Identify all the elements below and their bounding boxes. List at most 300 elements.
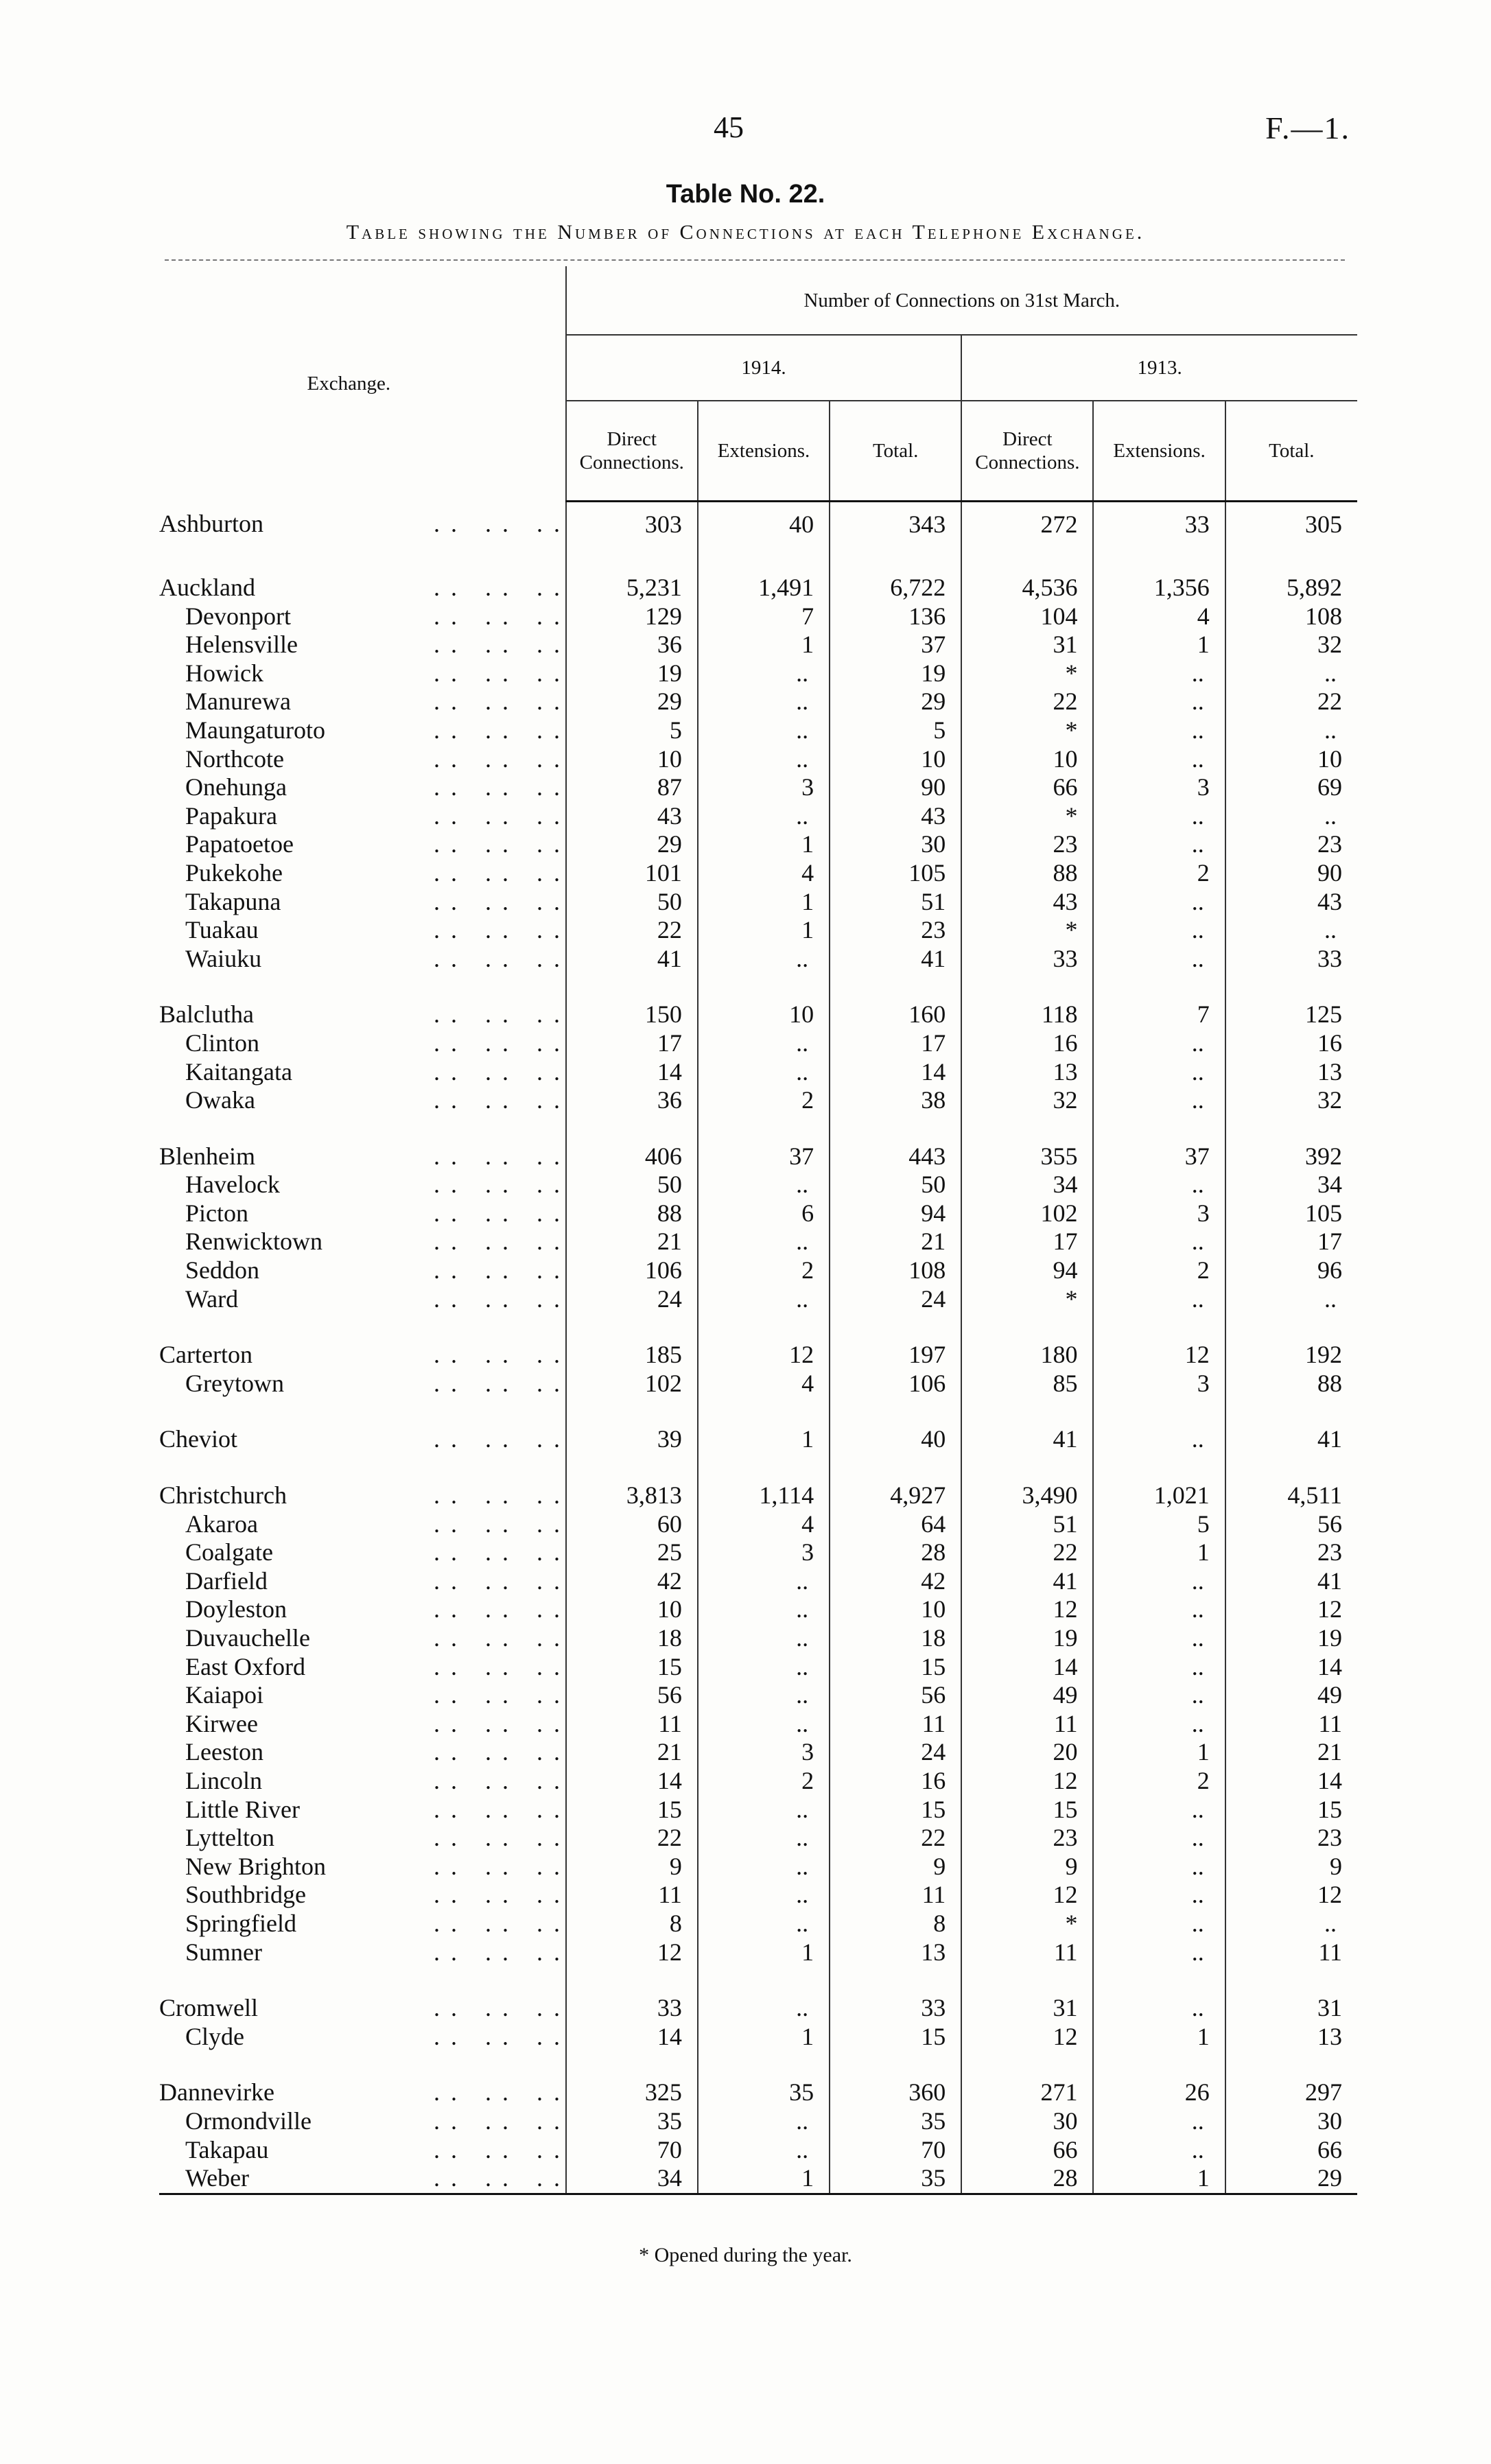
sub-exchange-cell [159,1086,571,1115]
direct-1914-cell: 102 [566,1370,698,1398]
direct-1913-cell: 22 [961,688,1093,716]
direct-1914-cell: 8 [566,1910,698,1938]
extensions-1914-cell: 3 [698,1738,830,1767]
direct-1914-cell: 17 [566,1029,698,1058]
direct-1913-cell: 22 [961,1538,1093,1567]
spacer-cell [159,1115,566,1142]
sub-exchange-cell [159,1824,571,1853]
total-1913-cell: 17 [1225,1228,1357,1256]
direct-1914-cell: 24 [566,1285,698,1314]
exchange-name: Picton [185,1199,249,1227]
extensions-1914-cell: .. [698,1029,830,1058]
extensions-1914-cell: .. [698,1653,830,1682]
exchange-name: Renwicktown [185,1228,322,1256]
sub-exchange-cell [159,716,571,745]
sub-exchange-cell [159,1738,571,1767]
exchange-name: Carterton [159,1341,253,1369]
direct-1914-cell: 14 [566,2023,698,2052]
direct-1914-cell: 21 [566,1738,698,1767]
exchange-name: Greytown [185,1369,284,1397]
extensions-1913-cell: 3 [1093,1199,1225,1228]
spacer-cell [566,1967,698,1994]
extensions-1914-cell: .. [698,745,830,774]
table-row [159,888,1357,917]
extensions-1913-cell: 2 [1093,1767,1225,1796]
table-row [159,1142,1357,1171]
group-spacer [159,1398,1357,1425]
direct-1913-cell: 3,490 [961,1481,1093,1510]
direct-1914-cell: 39 [566,1425,698,1454]
exchange-name: Lincoln [185,1766,262,1794]
extensions-1913-cell: .. [1093,1994,1225,2023]
direct-1913-cell: 15 [961,1796,1093,1824]
exchange-name: Doyleston [185,1595,287,1623]
direct-1913-cell: 11 [961,1938,1093,1967]
year-1914-header: 1914. [566,335,962,401]
total-1914-cell: 33 [830,1994,961,2023]
extensions-1914-cell: 1 [698,2023,830,2052]
total-1914-cell: 28 [830,1538,961,1567]
table-row [159,1595,1357,1624]
extensions-1913-cell: .. [1093,830,1225,859]
spacer-cell [1225,1313,1357,1341]
group-spacer [159,973,1357,1000]
exchange-name: Balclutha [159,1000,254,1029]
total-1914-cell: 29 [830,688,961,716]
extensions-1914-cell: 3 [698,1538,830,1567]
table-row [159,688,1357,716]
sub-exchange-cell [159,858,571,888]
table-row [159,1796,1357,1824]
sub-exchange-cell [159,773,571,802]
extensions-1913-cell: .. [1093,745,1225,774]
spacer-cell [1225,1115,1357,1142]
sub-exchange-cell [159,1228,571,1256]
total-1913-cell: 23 [1225,1824,1357,1853]
direct-1914-cell: 50 [566,1171,698,1199]
exchange-header: Exchange. [307,373,391,395]
exchange-name: Ormondville [185,2107,312,2135]
spacer-cell [159,546,566,574]
direct-1913-cell: 94 [961,1256,1093,1285]
extensions-1914-cell: 1 [698,1938,830,1967]
table-row [159,1738,1357,1767]
sub-exchange-cell [159,1681,571,1710]
sub-exchange-cell [159,631,571,659]
leader-dots: .. .. .. [434,1567,571,1595]
direct-1914-cell: 35 [566,2107,698,2136]
spacer-cell [961,1115,1093,1142]
sub-exchange-cell [159,2107,571,2136]
caption-rule [165,259,1345,261]
spacer-cell [961,973,1093,1000]
total-1914-cell: 13 [830,1938,961,1967]
direct-1913-cell: 12 [961,1595,1093,1624]
exchange-name: Devonport [185,602,291,630]
exchange-name: Takapau [185,2135,269,2163]
total-1913-cell: 41 [1225,1567,1357,1596]
direct-1913-cell: * [961,1285,1093,1314]
extensions-1914-cell: 12 [698,1341,830,1370]
direct-1913-header: Direct Connections. [961,401,1093,502]
table-row [159,2107,1357,2136]
extensions-1913-cell: .. [1093,1228,1225,1256]
sub-exchange-cell [159,659,571,688]
direct-1914-cell: 43 [566,802,698,831]
total-1914-cell: 94 [830,1199,961,1228]
table-row [159,1510,1357,1539]
extensions-1914-cell: .. [698,802,830,831]
leader-dots: .. .. .. [434,1766,571,1794]
direct-1914-cell: 9 [566,1853,698,1881]
leader-dots: .. .. .. [434,1425,571,1453]
total-1914-cell: 37 [830,631,961,659]
table-row [159,1767,1357,1796]
exchange-name: Clyde [185,2022,244,2050]
exchange-cell [159,574,571,602]
direct-1914-cell: 3,813 [566,1481,698,1510]
spacer-cell [159,1967,566,1994]
extensions-1913-cell: .. [1093,1285,1225,1314]
direct-1913-cell: 102 [961,1199,1093,1228]
extensions-1913-cell: 4 [1093,602,1225,631]
extensions-1913-cell: .. [1093,1567,1225,1596]
total-1913-cell: 11 [1225,1710,1357,1739]
total-1913-cell: 66 [1225,2136,1357,2165]
spacer-cell [1093,1313,1225,1341]
direct-1914-cell: 325 [566,2078,698,2107]
exchange-name: Havelock [185,1171,280,1199]
total-1914-cell: 56 [830,1681,961,1710]
total-1914-cell: 35 [830,2107,961,2136]
table-row [159,916,1357,945]
total-1913-cell: .. [1225,916,1357,945]
extensions-1914-cell: .. [698,2107,830,2136]
extensions-1913-cell: .. [1093,1425,1225,1454]
connections-table-container [159,266,1357,2195]
exchange-name: Darfield [185,1567,268,1595]
direct-1913-cell: 49 [961,1681,1093,1710]
total-1913-cell: 14 [1225,1767,1357,1796]
leader-dots: .. .. .. [434,887,571,915]
direct-1914-cell: 5,231 [566,574,698,602]
sub-exchange-cell [159,1795,571,1824]
direct-1913-cell: 31 [961,1994,1093,2023]
direct-1914-cell: 42 [566,1567,698,1596]
total-1914-cell: 70 [830,2136,961,2165]
sub-exchange-cell [159,2135,571,2165]
total-1913-cell: 305 [1225,502,1357,547]
spacer-cell [1093,1967,1225,1994]
spacer-cell [566,1115,698,1142]
direct-1913-cell: 51 [961,1510,1093,1539]
total-1914-cell: 105 [830,859,961,888]
total-1913-cell: .. [1225,802,1357,831]
spacer-cell [159,1398,566,1425]
extensions-1914-cell: .. [698,1824,830,1853]
spacer-cell [1225,546,1357,574]
exchange-name: Tuakau [185,916,259,944]
extensions-1913-cell: 33 [1093,502,1225,547]
total-1914-cell: 40 [830,1425,961,1454]
extensions-1914-cell: 1 [698,830,830,859]
total-1914-cell: 108 [830,1256,961,1285]
direct-1914-cell: 41 [566,945,698,974]
exchange-cell [159,1994,571,2023]
direct-1914-header: Direct Connections. [566,401,698,502]
table-row [159,802,1357,831]
total-1914-cell: 197 [830,1341,961,1370]
exchange-name: Cromwell [159,1994,258,2022]
extensions-1914-cell: 1 [698,631,830,659]
total-1914-cell: 64 [830,1510,961,1539]
extensions-1914-cell: 4 [698,1370,830,1398]
table-row [159,2023,1357,2052]
spacer-cell [830,1967,961,1994]
total-1914-cell: 15 [830,1653,961,1682]
table-row [159,1710,1357,1739]
table-row [159,1029,1357,1058]
page-number: 45 [714,110,744,144]
direct-1914-cell: 88 [566,1199,698,1228]
total-1913-cell: 43 [1225,888,1357,917]
leader-dots: .. .. .. [434,1595,571,1623]
exchange-cell [159,1000,571,1029]
direct-1913-cell: 28 [961,2164,1093,2194]
total-1913-cell: 32 [1225,1086,1357,1115]
spacer-cell [159,2051,566,2078]
exchange-name: Christchurch [159,1481,287,1510]
total-1913-cell: 22 [1225,688,1357,716]
table-row [159,1938,1357,1967]
extensions-1913-cell: 1 [1093,631,1225,659]
total-1913-cell: 13 [1225,2023,1357,2052]
total-1913-cell: 5,892 [1225,574,1357,602]
exchange-cell [159,502,571,547]
total-1913-header: Total. [1225,401,1357,502]
sub-exchange-cell [159,1909,571,1938]
direct-1913-cell: 9 [961,1853,1093,1881]
extensions-1914-cell: 35 [698,2078,830,2107]
table-row [159,1881,1357,1910]
exchange-name: Papakura [185,801,277,830]
exchange-name: Sumner [185,1938,262,1966]
exchange-name: Ashburton [159,510,263,538]
exchange-name: Duvauchelle [185,1624,310,1652]
extensions-1914-header: Extensions. [698,401,830,502]
sub-exchange-cell [159,602,571,631]
total-1913-cell: .. [1225,716,1357,745]
spacer-cell [1225,1967,1357,1994]
total-1914-cell: 18 [830,1624,961,1653]
spacer-cell [698,546,830,574]
leader-dots: .. .. .. [434,1538,571,1567]
exchange-name: New Brighton [185,1852,326,1880]
connections-group-header: Number of Connections on 31st March. [566,266,1357,335]
extensions-1914-cell: .. [698,1681,830,1710]
extensions-1913-cell: 3 [1093,773,1225,802]
table-row [159,1199,1357,1228]
leader-dots: .. .. .. [434,1709,571,1737]
extensions-1913-cell: 2 [1093,859,1225,888]
extensions-1914-cell: .. [698,1595,830,1624]
extensions-1914-cell: .. [698,1567,830,1596]
table-caption: Table showing the Number of Connections at each Telephone Exchange. [346,221,1145,244]
direct-1913-cell: 11 [961,1710,1093,1739]
leader-dots: .. .. .. [434,602,571,630]
direct-1914-cell: 101 [566,859,698,888]
table-row [159,1567,1357,1596]
direct-1914-cell: 25 [566,1538,698,1567]
leader-dots: .. .. .. [434,688,571,716]
sub-exchange-cell [159,1881,571,1910]
leader-dots: .. .. .. [434,1881,571,1909]
total-1914-cell: 443 [830,1142,961,1171]
spacer-cell [830,1454,961,1481]
extensions-1913-cell: .. [1093,1796,1225,1824]
extensions-1913-cell: .. [1093,1681,1225,1710]
spacer-cell [698,1398,830,1425]
extensions-1913-cell: .. [1093,1058,1225,1087]
spacer-cell [566,973,698,1000]
leader-dots: .. .. .. [434,1029,571,1057]
group-spacer [159,1967,1357,1994]
direct-1913-cell: * [961,1910,1093,1938]
total-1913-cell: 31 [1225,1994,1357,2023]
extensions-1914-cell: .. [698,1796,830,1824]
direct-1914-cell: 10 [566,745,698,774]
extensions-1913-cell: .. [1093,1595,1225,1624]
total-1914-cell: 160 [830,1000,961,1029]
direct-1913-cell: 33 [961,945,1093,974]
sub-exchange-cell [159,1171,571,1199]
total-1913-cell: 14 [1225,1653,1357,1682]
direct-1914-cell: 303 [566,502,698,547]
extensions-1913-cell: 1 [1093,2164,1225,2194]
extensions-1914-cell: .. [698,1624,830,1653]
direct-1914-cell: 36 [566,1086,698,1115]
table-row [159,1058,1357,1087]
direct-1914-cell: 22 [566,1824,698,1853]
spacer-cell [1093,1454,1225,1481]
direct-1914-cell: 14 [566,1767,698,1796]
total-1914-cell: 24 [830,1738,961,1767]
sub-exchange-cell [159,1595,571,1624]
leader-dots: .. .. .. [434,2022,571,2050]
extensions-1913-cell: .. [1093,802,1225,831]
direct-1914-cell: 87 [566,773,698,802]
sub-exchange-cell [159,1369,571,1398]
table-row [159,1086,1357,1115]
exchange-name: Onehunga [185,773,287,801]
total-1914-cell: 14 [830,1058,961,1087]
exchange-name: Lyttelton [185,1824,274,1852]
exchange-name: East Oxford [185,1652,305,1680]
direct-1913-cell: 104 [961,602,1093,631]
exchange-name: Manurewa [185,688,291,716]
table-row [159,1228,1357,1256]
total-1914-cell: 35 [830,2164,961,2194]
total-1913-cell: 16 [1225,1029,1357,1058]
extensions-1913-cell: .. [1093,2107,1225,2136]
direct-1913-cell: * [961,802,1093,831]
total-1914-cell: 5 [830,716,961,745]
total-1913-cell: 23 [1225,830,1357,859]
leader-dots: .. .. .. [434,1228,571,1256]
leader-dots: .. .. .. [434,1057,571,1086]
leader-dots: .. .. .. [434,1994,571,2022]
extensions-1913-cell: .. [1093,716,1225,745]
spacer-cell [830,973,961,1000]
total-1913-cell: 33 [1225,945,1357,974]
table-row [159,1000,1357,1029]
total-1914-cell: 15 [830,2023,961,2052]
direct-1914-cell: 50 [566,888,698,917]
direct-1913-cell: * [961,716,1093,745]
leader-dots: .. .. .. [434,858,571,887]
exchange-name: Maungaturoto [185,716,325,744]
extensions-1913-header: Extensions. [1093,401,1225,502]
exchange-name: Ward [185,1284,239,1313]
direct-1914-cell: 106 [566,1256,698,1285]
sub-exchange-cell [159,1652,571,1682]
leader-dots: .. .. .. [434,1199,571,1227]
leader-dots: .. .. .. [434,830,571,858]
direct-1913-cell: 118 [961,1000,1093,1029]
leader-dots: .. .. .. [434,1681,571,1709]
direct-1914-cell: 185 [566,1341,698,1370]
direct-1913-cell: 34 [961,1171,1093,1199]
extensions-1914-cell: 3 [698,773,830,802]
direct-1914-cell: 18 [566,1624,698,1653]
extensions-1914-cell: .. [698,2136,830,2165]
total-1914-cell: 10 [830,1595,961,1624]
extensions-1913-cell: 3 [1093,1370,1225,1398]
leader-dots: .. .. .. [434,1909,571,1937]
exchange-name: Northcote [185,744,284,773]
total-1914-cell: 15 [830,1796,961,1824]
direct-1913-cell: 41 [961,1425,1093,1454]
extensions-1913-cell: .. [1093,1881,1225,1910]
table-row [159,745,1357,774]
spacer-cell [698,2051,830,2078]
table-row [159,659,1357,688]
direct-1914-cell: 15 [566,1796,698,1824]
leader-dots: .. .. .. [434,1510,571,1538]
direct-1913-cell: 85 [961,1370,1093,1398]
sub-exchange-cell [159,1029,571,1058]
direct-1913-cell: 12 [961,1767,1093,1796]
total-1914-cell: 90 [830,773,961,802]
total-1914-cell: 21 [830,1228,961,1256]
extensions-1914-cell: 6 [698,1199,830,1228]
document-reference: F.—1. [1265,110,1350,145]
extensions-1913-cell: 1,021 [1093,1481,1225,1510]
extensions-1913-cell: .. [1093,1029,1225,1058]
total-1914-cell: 360 [830,2078,961,2107]
table-row [159,2136,1357,2165]
leader-dots: .. .. .. [434,1086,571,1114]
sub-exchange-cell [159,688,571,716]
sub-exchange-cell [159,1510,571,1539]
exchange-name: Takapuna [185,887,281,915]
exchange-cell [159,2078,571,2107]
sub-exchange-cell [159,1538,571,1567]
sub-exchange-cell [159,1199,571,1228]
extensions-1914-cell: 1 [698,888,830,917]
exchange-name: Dannevirke [159,2078,274,2107]
direct-1914-cell: 14 [566,1058,698,1087]
